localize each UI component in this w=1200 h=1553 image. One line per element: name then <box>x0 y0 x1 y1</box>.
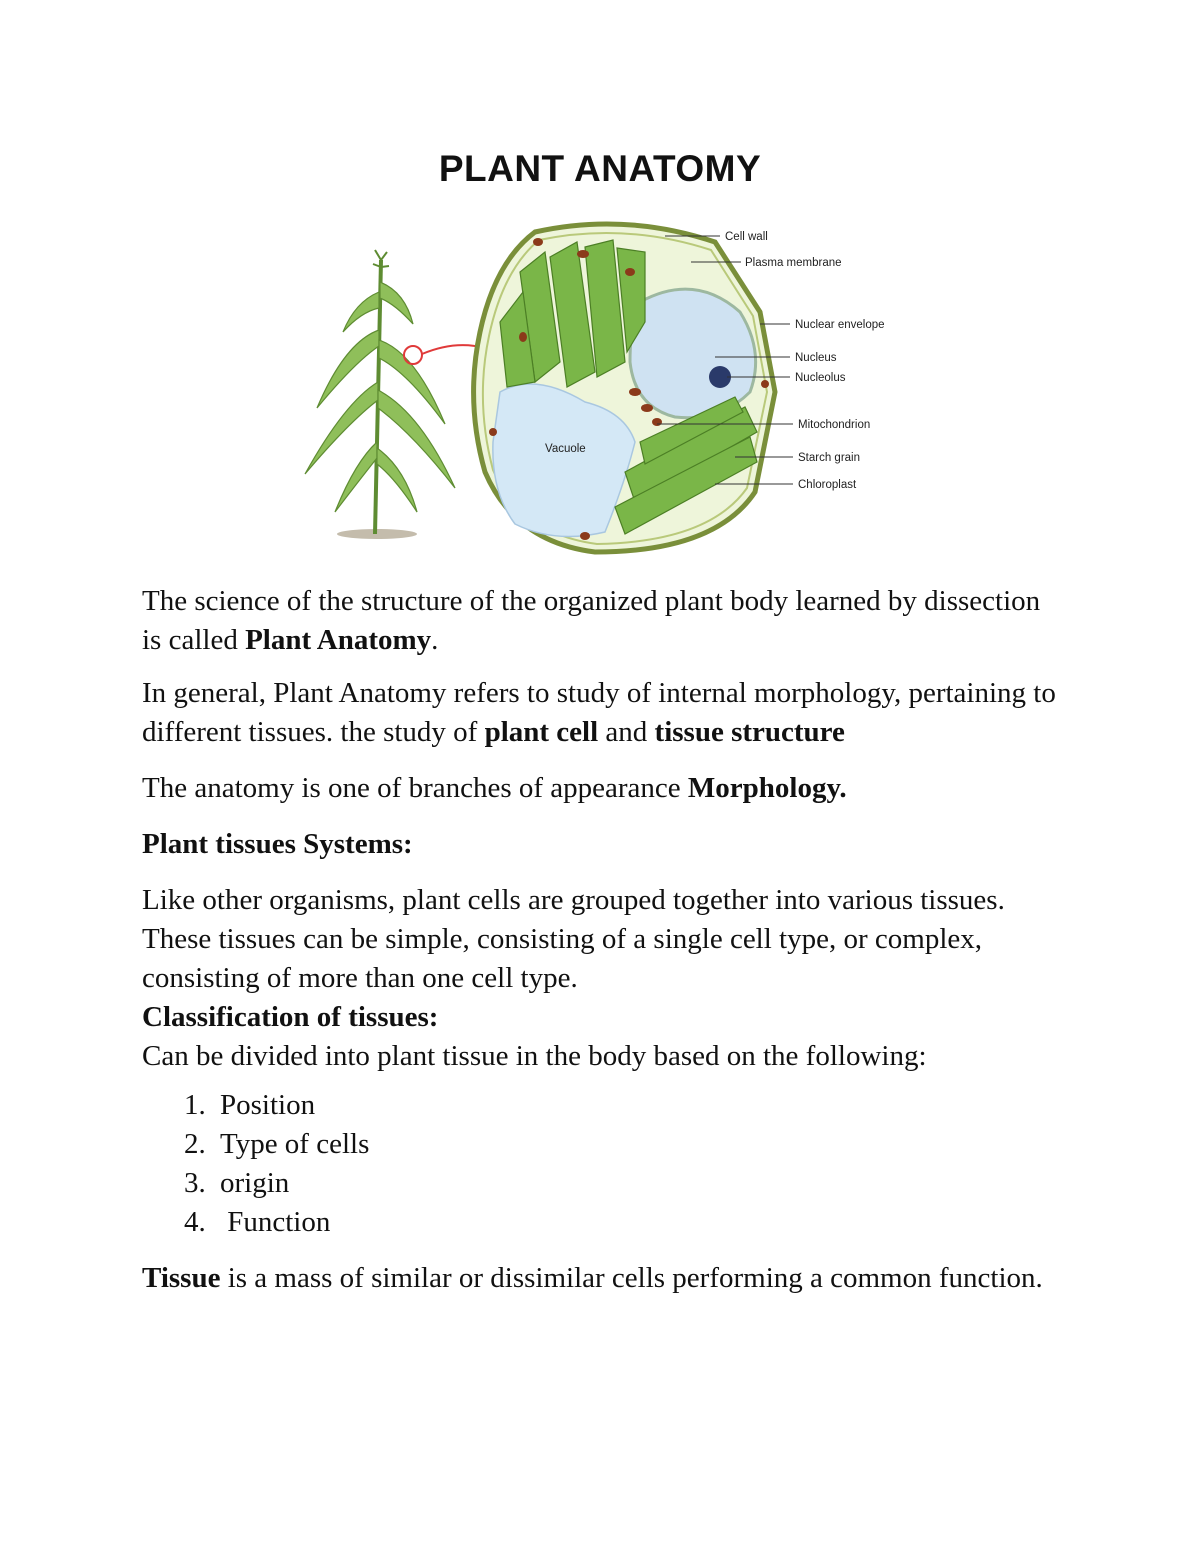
paragraph-tissue-definition: Tissue is a mass of similar or dissimilar cells performing a common function. <box>142 1262 1043 1294</box>
label-starch-grain: Starch grain <box>798 452 861 464</box>
list-item: 3. origin <box>184 1167 290 1199</box>
paragraph-definition: The science of the structure of the organized plant body learned by dissection is called Plant Anatomy. <box>142 585 1041 656</box>
vacuole-label: Vacuole <box>545 443 586 455</box>
paragraph-divided: Can be divided into plant tissue in the body based on the following: <box>142 1040 927 1072</box>
page-title: PLANT ANATOMY <box>438 148 762 189</box>
label-chloroplast: Chloroplast <box>798 479 857 491</box>
list-item: 4. Function <box>184 1206 331 1238</box>
label-nucleolus: Nucleolus <box>795 372 846 384</box>
term-plant-anatomy: Plant Anatomy <box>245 624 432 656</box>
plant-cell-figure <box>295 212 915 572</box>
heading-tissue-systems: Plant tissues Systems: <box>142 828 413 860</box>
term-plant-cell: plant cell <box>484 716 599 748</box>
plant-cell <box>474 224 775 552</box>
term-morphology: Morphology. <box>687 772 847 804</box>
nucleus <box>630 289 756 418</box>
classification-list <box>142 1086 1062 1242</box>
label-cell-wall: Cell wall <box>725 231 768 243</box>
magnify-circle <box>404 346 422 364</box>
corn-plant-illustration <box>305 250 455 534</box>
paragraph-organisms: Like other organisms, plant cells are grouped together into various tissues. These tissues can be simple, consisting of a single cell type, or complex, consisting of more than one cell type. <box>142 884 1005 994</box>
label-nuclear-envelope: Nuclear envelope <box>795 319 885 331</box>
heading-classification: Classification of tissues: <box>142 1001 439 1033</box>
list-item: 1. Position <box>184 1089 316 1121</box>
label-nucleus: Nucleus <box>795 352 837 364</box>
plant-cell-diagram <box>295 212 915 572</box>
paragraph-morphology: The anatomy is one of branches of appearance Morphology. <box>142 772 847 804</box>
paragraph-general: In general, Plant Anatomy refers to study of internal morphology, pertaining to different tissues. the study of plant cell and tissue structure <box>142 677 1056 748</box>
label-mitochondrion: Mitochondrion <box>798 419 871 431</box>
term-tissue: Tissue <box>142 1262 221 1294</box>
document-body <box>142 582 1062 1298</box>
term-tissue-structure: tissue structure <box>654 716 845 748</box>
list-item: 2. Type of cells <box>184 1128 370 1160</box>
label-plasma-membrane: Plasma membrane <box>745 257 842 269</box>
